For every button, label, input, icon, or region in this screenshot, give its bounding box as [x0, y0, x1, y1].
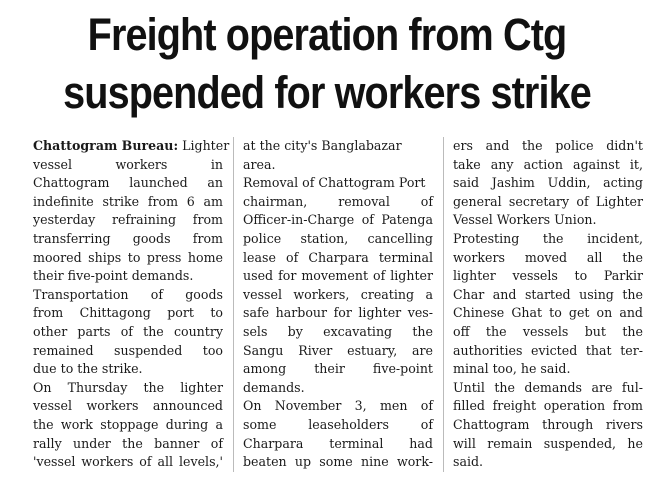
text-line: ers and the police didn't [453, 138, 643, 153]
article-column-1 [33, 137, 230, 472]
column-divider [233, 137, 234, 472]
text-line: their five-point demands. [33, 268, 194, 284]
text-line: moored ships to press home [33, 249, 223, 265]
text-line: filled freight operation from [453, 398, 643, 414]
text-line-content: Lighter [178, 138, 230, 153]
text-line: authorities evicted that ter- [453, 342, 643, 358]
article-column-3 [453, 137, 643, 472]
text-line: Chattogram launched an [33, 175, 223, 191]
text-line: will remain suspended, he [453, 435, 643, 451]
text-line: due to the strike. [33, 361, 143, 377]
article-body [33, 137, 643, 472]
text-line: off the vessels but the [453, 323, 643, 339]
text-line: other parts of the country [33, 323, 223, 339]
text-line: among their five-point [243, 361, 433, 377]
text-line: yesterday refraining from [33, 212, 223, 228]
text-line: On November 3, men of [243, 398, 433, 414]
text-line: Until the demands are ful- [453, 379, 643, 395]
text-line: beaten up some nine work- [243, 454, 433, 470]
text-line: Vessel Workers Union. [453, 212, 597, 228]
text-line: On Thursday the lighter [33, 379, 223, 395]
text-line: area. [243, 156, 276, 172]
text-line: indefinite strike from 6 am [33, 193, 223, 209]
text-line: workers moved all the [453, 249, 643, 265]
article-column-2 [243, 137, 433, 472]
text-line: safe harbour for lighter ves- [243, 305, 433, 321]
text-line: Transportation of goods [33, 286, 223, 302]
headline-line-1: Freight operation from Ctg [87, 9, 567, 60]
text-line: general secretary of Lighter [453, 193, 643, 209]
text-line: police station, cancelling [243, 230, 433, 246]
text-line: Charpara terminal had [243, 435, 433, 451]
text-line: chairman, removal of [243, 193, 433, 209]
text-line: Chinese Ghat to get on and [453, 305, 643, 321]
text-line: at the city's Banglabazar [243, 138, 402, 153]
column-divider [443, 137, 444, 472]
text-line: demands. [243, 379, 305, 395]
text-line: minal too, he said. [453, 361, 571, 377]
text-line: lighter vessels to Parkir [453, 268, 643, 284]
text-line: the work stoppage during a [33, 416, 223, 432]
text-line [33, 137, 230, 156]
text-line: said. [453, 454, 484, 470]
headline-line-2: suspended for workers strike [63, 67, 591, 118]
text-line: said Jashim Uddin, acting [453, 175, 643, 191]
text-line: some leaseholders of [243, 416, 433, 432]
text-line: vessel workers announced [33, 398, 223, 414]
text-line: Char and started using the [453, 286, 643, 302]
text-line: used for movement of lighter [243, 268, 433, 284]
text-line: from Chittagong port to [33, 305, 223, 321]
text-line: Officer-in-Charge of Patenga [243, 212, 433, 228]
text-line: transferring goods from [33, 230, 223, 246]
headline [39, 6, 615, 122]
text-line: Removal of Chattogram Port [243, 175, 426, 191]
text-line: Sangu River estuary, are [243, 342, 433, 358]
text-line: lease of Charpara terminal [243, 249, 433, 265]
text-line: vessel workers, creating a [243, 286, 433, 302]
text-line: rally under the banner of [33, 435, 223, 451]
text-line: Chattogram through rivers [453, 416, 643, 432]
text-line: take any action against it, [453, 156, 643, 172]
text-line: sels by excavating the [243, 323, 433, 339]
dateline: Chattogram Bureau: [33, 138, 179, 153]
text-line: 'vessel workers of all levels,' [33, 454, 223, 470]
text-line: Protesting the incident, [453, 230, 643, 246]
text-line: vessel workers in [33, 156, 223, 172]
text-line: remained suspended too [33, 342, 223, 358]
